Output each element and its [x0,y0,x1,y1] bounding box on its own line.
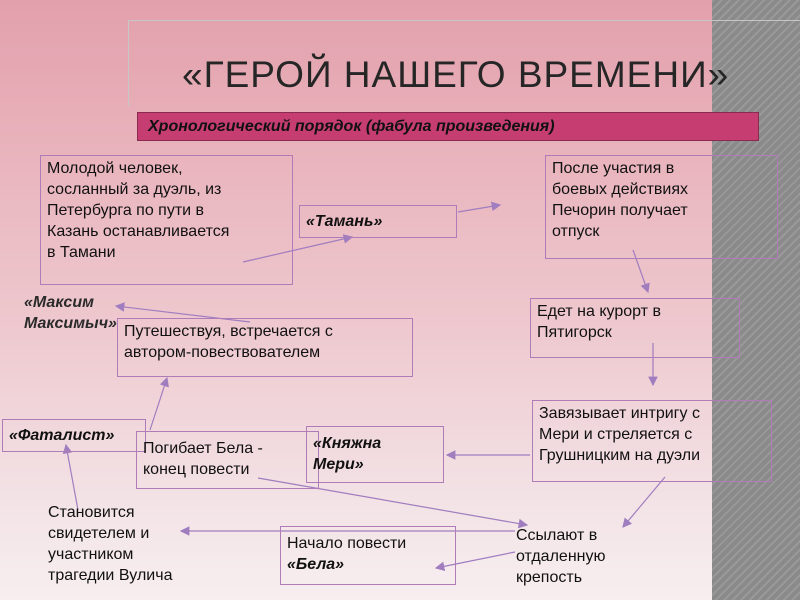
box-after-war-line-2: боевых действиях [552,181,689,198]
label-exiled-line-1: Ссылают в [516,527,598,544]
box-intrigue-line-2: Мери и стреляется с [539,426,693,443]
box-intrigue [532,400,772,482]
box-travel-line-2: автором-повествователем [124,344,321,361]
box-bela-start-line-1: Начало повести [287,535,407,552]
label-exiled [516,525,605,588]
box-young-man-line-3: Петербурга по пути в [47,202,205,219]
box-bela-dies-line-1: Погибает Бела - [143,440,263,457]
box-travel-line-1: Путешествуя, встречается с [124,323,333,340]
arrow-witness-to-fatalist [66,445,78,510]
subtitle: Хронологический порядок (фабула произведения) [148,118,555,135]
box-young-man-line-2: сосланный за дуэль, из [47,181,222,198]
arrow-intrigue-to-exiled [623,477,665,527]
box-young-man-line-1: Молодой человек, [47,160,183,177]
box-after-war-line-1: После участия в [552,160,675,177]
arrow-taman-to-after-war [458,205,500,212]
label-maksim [24,292,117,334]
box-resort-line-1: Едет на курорт в [537,303,661,320]
box-bela-start [280,526,456,585]
box-princess-line-1: «Княжна [313,435,382,452]
box-taman [299,205,457,238]
label-witness-line-4: трагедии Вулича [48,567,173,584]
box-princess [306,426,444,483]
label-witness [48,502,172,586]
box-princess-line-2: Мери» [313,456,364,473]
label-exiled-line-3: крепость [516,569,583,586]
box-young-man [40,155,293,285]
box-resort [530,298,740,358]
box-intrigue-line-3: Грушницким на дуэли [539,447,701,464]
box-travel [117,318,413,377]
label-maksim-line-1: «Максим [24,294,94,311]
box-fatalist-label: «Фаталист» [9,427,115,444]
page-title: «ГЕРОЙ НАШЕГО ВРЕМЕНИ» [182,54,730,95]
box-young-man-line-4: Казань останавливается [47,223,230,240]
box-bela-start-line-2: «Бела» [287,556,345,573]
box-fatalist [2,419,146,452]
box-young-man-line-5: в Тамани [47,244,116,261]
box-resort-line-2: Пятигорск [537,324,612,341]
label-witness-line-3: участником [48,546,134,563]
box-bela-dies-line-2: конец повести [143,461,250,478]
label-maksim-line-2: Максимыч» [24,315,117,332]
box-after-war [545,155,778,259]
box-after-war-line-4: отпуск [552,223,600,240]
box-after-war-line-3: Печорин получает [552,202,688,219]
label-exiled-line-2: отдаленную [516,548,606,565]
label-witness-line-1: Становится [48,504,135,521]
box-taman-label: «Тамань» [306,213,383,230]
arrow-fatalist-to-travel [150,378,167,430]
box-bela-dies [136,431,319,489]
box-intrigue-line-1: Завязывает интригу с [539,405,700,422]
label-witness-line-2: свидетелем и [48,525,150,542]
